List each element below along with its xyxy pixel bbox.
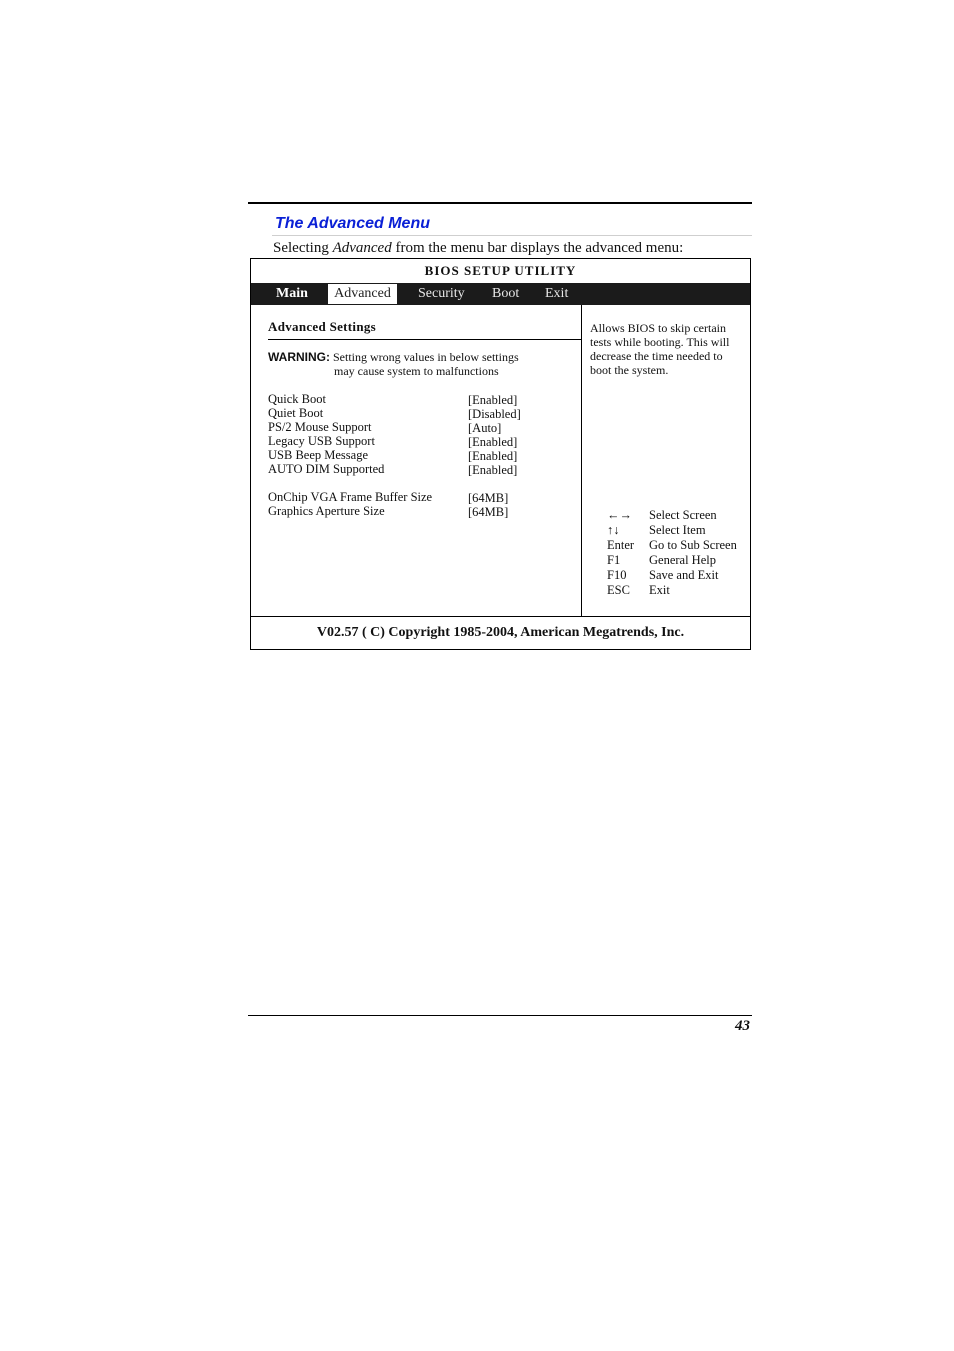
- arrows-left-right-icon: ←→: [607, 508, 632, 522]
- value-quick-boot[interactable]: [Enabled]: [468, 393, 518, 407]
- menu-exit[interactable]: Exit: [545, 286, 569, 301]
- value-usb-beep[interactable]: [Enabled]: [468, 449, 518, 463]
- menu-boot[interactable]: Boot: [492, 286, 520, 301]
- key-desc-select-item: Select Item: [649, 523, 706, 537]
- section-title: The Advanced Menu: [275, 215, 430, 232]
- intro-emphasis: Advanced: [332, 240, 392, 256]
- setting-quiet-boot[interactable]: Quiet Boot: [268, 406, 324, 420]
- key-enter: Enter: [607, 538, 635, 552]
- advanced-settings-heading: Advanced Settings: [268, 319, 377, 334]
- key-desc-exit: Exit: [649, 583, 670, 597]
- key-f1: F1: [607, 553, 621, 567]
- setting-legacy-usb[interactable]: Legacy USB Support: [268, 434, 375, 448]
- setting-auto-dim[interactable]: AUTO DIM Supported: [268, 462, 385, 476]
- setting-ps2-mouse[interactable]: PS/2 Mouse Support: [268, 420, 372, 434]
- setting-quick-boot[interactable]: Quick Boot: [268, 392, 326, 406]
- key-desc-save-exit: Save and Exit: [649, 568, 719, 582]
- key-desc-general-help: General Help: [649, 553, 716, 567]
- bios-screenshot: [250, 258, 751, 650]
- help-text: Allows BIOS to skip certain tests while booting. This will decrease the time needed to boot the system.: [590, 321, 730, 377]
- key-esc: ESC: [607, 583, 630, 597]
- arrows-up-down-icon: ↑↓: [607, 523, 620, 537]
- menu-security[interactable]: Security: [418, 286, 465, 301]
- key-desc-sub-screen: Go to Sub Screen: [649, 538, 737, 552]
- menu-main[interactable]: Main: [276, 286, 308, 301]
- warning-label: WARNING:: [268, 350, 330, 364]
- heading-rule: [268, 339, 581, 340]
- key-f10: F10: [607, 568, 627, 582]
- bios-title: BIOS SETUP UTILITY: [424, 263, 577, 278]
- setting-aperture[interactable]: Graphics Aperture Size: [268, 504, 385, 518]
- setting-usb-beep[interactable]: USB Beep Message: [268, 448, 368, 462]
- bios-copyright: V02.57 ( C) Copyright 1985-2004, American Megatrends, Inc.: [316, 625, 685, 640]
- intro-text-start: Selecting: [273, 240, 333, 256]
- setting-vga-buffer[interactable]: OnChip VGA Frame Buffer Size: [268, 490, 433, 504]
- value-ps2-mouse[interactable]: [Auto]: [468, 421, 502, 435]
- value-auto-dim[interactable]: [Enabled]: [468, 463, 518, 477]
- value-vga-buffer[interactable]: [64MB]: [468, 491, 509, 505]
- title-underline: [272, 235, 752, 236]
- value-legacy-usb[interactable]: [Enabled]: [468, 435, 518, 449]
- value-aperture[interactable]: [64MB]: [468, 505, 509, 519]
- intro-paragraph: [273, 240, 683, 257]
- page-number: 43: [735, 1018, 750, 1034]
- warning-line-1: [268, 350, 519, 365]
- bios-menu-bar: [251, 283, 750, 305]
- menu-advanced[interactable]: Advanced: [328, 284, 397, 304]
- key-desc-select-screen: Select Screen: [649, 508, 717, 522]
- warning-text-1: Setting wrong values in below settings: [330, 350, 519, 364]
- panel-divider: [581, 305, 582, 616]
- top-rule: [248, 202, 752, 204]
- warning-line-2: may cause system to malfunctions: [334, 364, 499, 378]
- value-quiet-boot[interactable]: [Disabled]: [468, 407, 521, 421]
- intro-text-end: from the menu bar displays the advanced menu:: [391, 240, 684, 256]
- bottom-rule: [248, 1015, 752, 1016]
